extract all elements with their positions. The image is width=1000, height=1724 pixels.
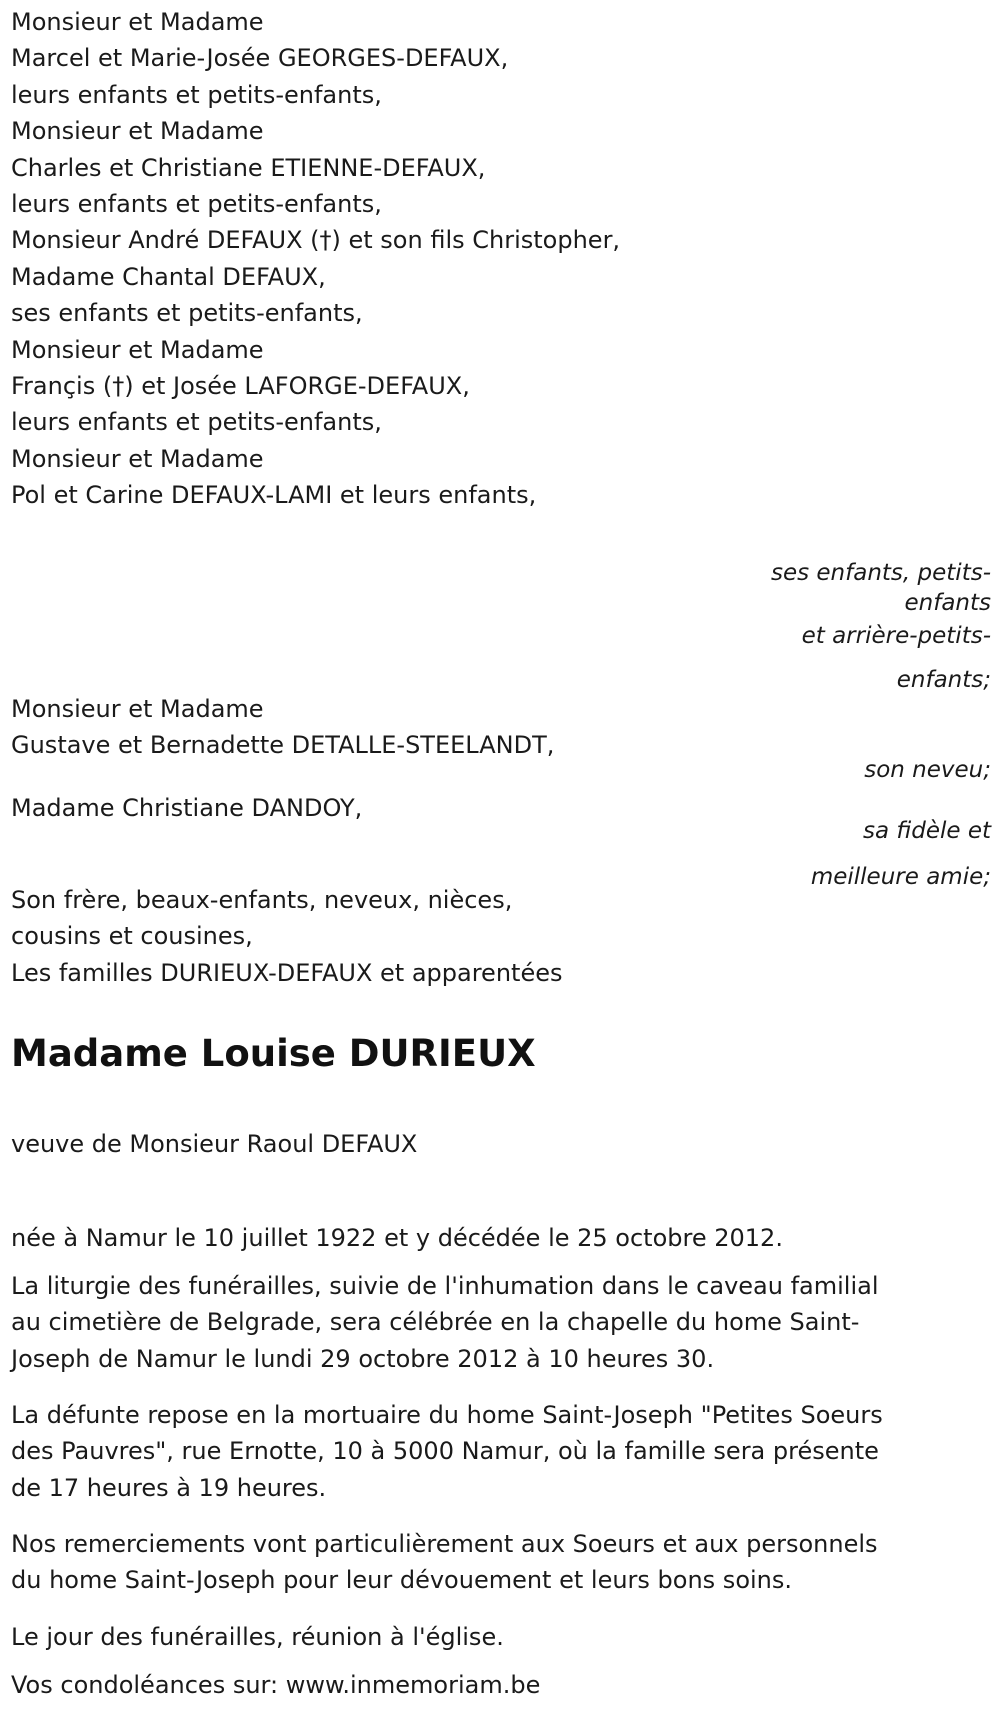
family-line: Monsieur et Madame <box>11 444 264 473</box>
role-friend <box>811 808 991 900</box>
family-line: Gustave et Bernadette DETALLE-STEELANDT, <box>11 731 555 760</box>
family-line: ses enfants et petits-enfants, <box>11 299 363 328</box>
paragraph-line: au cimetière de Belgrade, sera célébrée en la chapelle du home Saint- <box>11 1308 860 1337</box>
family-line: leurs enfants et petits-enfants, <box>11 80 382 109</box>
friend-line: Madame Christiane DANDOY, <box>11 794 363 822</box>
role-children-line: enfants <box>904 590 991 616</box>
family-line: Françis (†) et Josée LAFORGE-DEFAUX, <box>11 372 470 401</box>
friend-block <box>11 790 362 826</box>
role-friend-line: meilleure amie; <box>810 864 991 890</box>
family-line: leurs enfants et petits-enfants, <box>11 190 382 219</box>
meeting-line: Le jour des funérailles, réunion à l'église. <box>11 1623 504 1651</box>
role-nephew: son neveu; <box>864 757 991 783</box>
role-children-line: et arrière-petits- <box>801 623 991 649</box>
paragraph-line: Joseph de Namur le lundi 29 octobre 2012 à 10 heures 30. <box>11 1344 715 1373</box>
role-friend-line: sa fidèle et <box>862 818 991 844</box>
widow-of: veuve de Monsieur Raoul DEFAUX <box>11 1130 418 1158</box>
family-line: Madame Chantal DEFAUX, <box>11 262 326 291</box>
family-block-2 <box>11 691 554 764</box>
paragraph-line: de 17 heures à 19 heures. <box>11 1473 327 1502</box>
funeral-paragraph <box>11 1268 986 1377</box>
family-line: Monsieur et Madame <box>11 8 264 36</box>
family-line: Monsieur et Madame <box>11 695 264 723</box>
role-children-line: enfants; <box>896 667 991 693</box>
family-line: Les familles DURIEUX-DEFAUX et apparentées <box>11 958 563 987</box>
family-line: Monsieur André DEFAUX (†) et son fils Christopher, <box>11 226 621 255</box>
role-grandchildren <box>802 614 991 702</box>
family-line: Monsieur et Madame <box>11 117 264 146</box>
paragraph-line: des Pauvres", rue Ernotte, 10 à 5000 Namur, où la famille sera présente <box>11 1437 879 1466</box>
paragraph-line: du home Saint-Joseph pour leur dévouement et leurs bons soins. <box>11 1566 793 1595</box>
deceased-name: Madame Louise DURIEUX <box>11 1032 536 1075</box>
family-block-3 <box>11 882 562 991</box>
family-line: Monsieur et Madame <box>11 335 264 364</box>
family-line: Marcel et Marie-Josée GEORGES-DEFAUX, <box>11 44 509 73</box>
family-line: Charles et Christiane ETIENNE-DEFAUX, <box>11 153 486 182</box>
rest-paragraph <box>11 1397 986 1506</box>
thanks-paragraph <box>11 1526 986 1599</box>
condolences-line: Vos condoléances sur: www.inmemoriam.be <box>11 1671 541 1699</box>
family-line: Pol et Carine DEFAUX-LAMI et leurs enfants, <box>11 481 537 510</box>
family-line: leurs enfants et petits-enfants, <box>11 408 382 437</box>
paragraph-line: La liturgie des funérailles, suivie de l'inhumation dans le caveau familial <box>11 1272 879 1300</box>
role-children-line: ses enfants, petits- <box>770 560 991 586</box>
paragraph-line: La défunte repose en la mortuaire du home Saint-Joseph "Petites Soeurs <box>11 1401 883 1429</box>
paragraph-line: Nos remerciements vont particulièrement aux Soeurs et aux personnels <box>11 1530 878 1558</box>
family-block-1 <box>11 4 620 514</box>
role-children <box>771 558 991 618</box>
family-line: Son frère, beaux-enfants, neveux, nièces, <box>11 886 513 914</box>
birth-death: née à Namur le 10 juillet 1922 et y décédée le 25 octobre 2012. <box>11 1224 783 1252</box>
family-line: cousins et cousines, <box>11 922 253 951</box>
